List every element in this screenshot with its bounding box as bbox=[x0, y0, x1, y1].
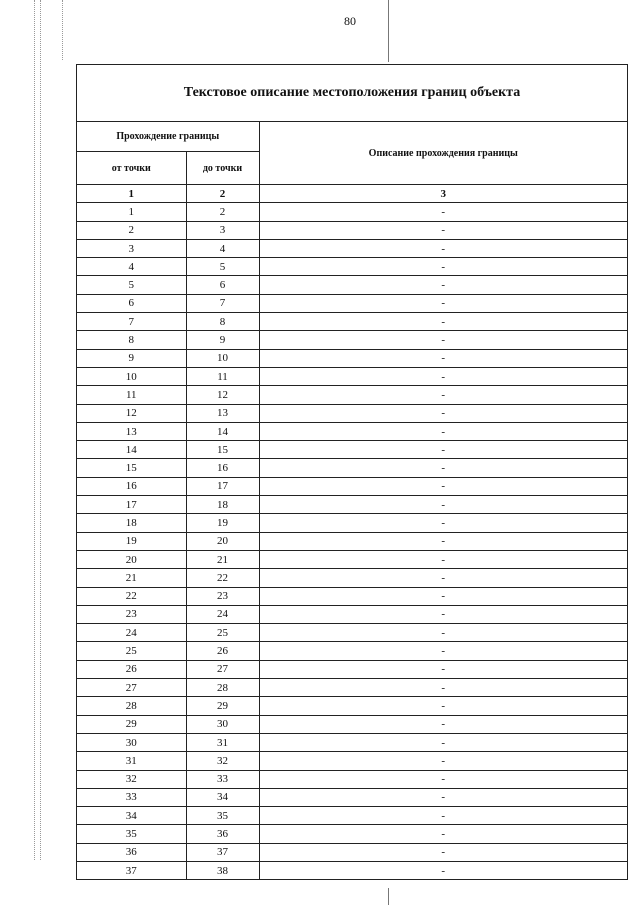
cell-description: - bbox=[259, 550, 627, 568]
table-row bbox=[77, 441, 627, 459]
cell-description: - bbox=[259, 715, 627, 733]
table-row bbox=[77, 825, 627, 843]
cell-description: - bbox=[259, 276, 627, 294]
cell-from-point: 29 bbox=[77, 715, 186, 733]
cell-to-point: 7 bbox=[186, 294, 259, 312]
cell-description: - bbox=[259, 624, 627, 642]
cell-from-point: 37 bbox=[77, 861, 186, 879]
table-row bbox=[77, 843, 627, 861]
document-title: Текстовое описание местоположения границ объекта bbox=[77, 65, 627, 122]
cell-description: - bbox=[259, 843, 627, 861]
cell-to-point: 15 bbox=[186, 441, 259, 459]
table-row bbox=[77, 788, 627, 806]
cell-description: - bbox=[259, 532, 627, 550]
cell-from-point: 8 bbox=[77, 331, 186, 349]
cell-description: - bbox=[259, 258, 627, 276]
table-row bbox=[77, 313, 627, 331]
cell-from-point: 31 bbox=[77, 752, 186, 770]
scan-line-bottom bbox=[388, 888, 389, 905]
table-row bbox=[77, 276, 627, 294]
table-row bbox=[77, 239, 627, 257]
cell-to-point: 8 bbox=[186, 313, 259, 331]
cell-to-point: 18 bbox=[186, 496, 259, 514]
cell-description: - bbox=[259, 807, 627, 825]
cell-from-point: 4 bbox=[77, 258, 186, 276]
cell-from-point: 34 bbox=[77, 807, 186, 825]
cell-to-point: 5 bbox=[186, 258, 259, 276]
table-row bbox=[77, 660, 627, 678]
page-number: 80 bbox=[344, 14, 356, 28]
cell-to-point: 36 bbox=[186, 825, 259, 843]
cell-description: - bbox=[259, 349, 627, 367]
cell-from-point: 26 bbox=[77, 660, 186, 678]
cell-to-point: 20 bbox=[186, 532, 259, 550]
table-row bbox=[77, 752, 627, 770]
cell-from-point: 33 bbox=[77, 788, 186, 806]
cell-from-point: 28 bbox=[77, 697, 186, 715]
cell-from-point: 20 bbox=[77, 550, 186, 568]
cell-to-point: 31 bbox=[186, 733, 259, 751]
table-row bbox=[77, 624, 627, 642]
cell-to-point: 26 bbox=[186, 642, 259, 660]
cell-description: - bbox=[259, 752, 627, 770]
table-row bbox=[77, 459, 627, 477]
binding-line bbox=[40, 0, 41, 860]
cell-to-point: 35 bbox=[186, 807, 259, 825]
cell-from-point: 5 bbox=[77, 276, 186, 294]
cell-to-point: 12 bbox=[186, 386, 259, 404]
cell-description: - bbox=[259, 733, 627, 751]
scan-line-top bbox=[388, 0, 389, 62]
table-row bbox=[77, 550, 627, 568]
cell-from-point: 3 bbox=[77, 239, 186, 257]
cell-description: - bbox=[259, 203, 627, 221]
cell-from-point: 25 bbox=[77, 642, 186, 660]
cell-description: - bbox=[259, 587, 627, 605]
table-row bbox=[77, 404, 627, 422]
table-row bbox=[77, 679, 627, 697]
cell-description: - bbox=[259, 514, 627, 532]
header-from-point: от точки bbox=[77, 152, 186, 185]
cell-to-point: 11 bbox=[186, 367, 259, 385]
cell-description: - bbox=[259, 642, 627, 660]
cell-to-point: 27 bbox=[186, 660, 259, 678]
table-row bbox=[77, 221, 627, 239]
cell-description: - bbox=[259, 861, 627, 879]
header-description: Описание прохождения границы bbox=[259, 122, 627, 185]
cell-description: - bbox=[259, 441, 627, 459]
cell-to-point: 13 bbox=[186, 404, 259, 422]
cell-description: - bbox=[259, 679, 627, 697]
cell-to-point: 17 bbox=[186, 477, 259, 495]
cell-from-point: 35 bbox=[77, 825, 186, 843]
cell-from-point: 11 bbox=[77, 386, 186, 404]
cell-from-point: 18 bbox=[77, 514, 186, 532]
cell-to-point: 21 bbox=[186, 550, 259, 568]
boundary-table bbox=[77, 122, 627, 879]
table-row bbox=[77, 258, 627, 276]
cell-from-point: 13 bbox=[77, 422, 186, 440]
header-to-point: до точки bbox=[186, 152, 259, 185]
cell-from-point: 2 bbox=[77, 221, 186, 239]
cell-from-point: 36 bbox=[77, 843, 186, 861]
cell-from-point: 16 bbox=[77, 477, 186, 495]
cell-to-point: 37 bbox=[186, 843, 259, 861]
cell-description: - bbox=[259, 825, 627, 843]
cell-from-point: 21 bbox=[77, 569, 186, 587]
cell-from-point: 7 bbox=[77, 313, 186, 331]
cell-to-point: 25 bbox=[186, 624, 259, 642]
cell-description: - bbox=[259, 313, 627, 331]
cell-description: - bbox=[259, 477, 627, 495]
table-row bbox=[77, 697, 627, 715]
table-row bbox=[77, 861, 627, 879]
cell-description: - bbox=[259, 294, 627, 312]
table-row bbox=[77, 514, 627, 532]
cell-to-point: 34 bbox=[186, 788, 259, 806]
cell-to-point: 10 bbox=[186, 349, 259, 367]
table-row bbox=[77, 203, 627, 221]
cell-to-point: 22 bbox=[186, 569, 259, 587]
cell-from-point: 24 bbox=[77, 624, 186, 642]
cell-from-point: 15 bbox=[77, 459, 186, 477]
cell-description: - bbox=[259, 422, 627, 440]
table-row bbox=[77, 349, 627, 367]
table-row bbox=[77, 587, 627, 605]
cell-from-point: 22 bbox=[77, 587, 186, 605]
cell-to-point: 24 bbox=[186, 605, 259, 623]
cell-description: - bbox=[259, 788, 627, 806]
binding-line bbox=[34, 0, 35, 860]
table-row bbox=[77, 532, 627, 550]
table-row bbox=[77, 770, 627, 788]
cell-to-point: 16 bbox=[186, 459, 259, 477]
table-row bbox=[77, 294, 627, 312]
cell-from-point: 10 bbox=[77, 367, 186, 385]
table-row bbox=[77, 367, 627, 385]
column-number: 1 bbox=[77, 185, 186, 203]
cell-to-point: 4 bbox=[186, 239, 259, 257]
cell-from-point: 32 bbox=[77, 770, 186, 788]
cell-to-point: 23 bbox=[186, 587, 259, 605]
cell-description: - bbox=[259, 404, 627, 422]
cell-from-point: 1 bbox=[77, 203, 186, 221]
cell-to-point: 9 bbox=[186, 331, 259, 349]
table-row bbox=[77, 807, 627, 825]
column-number: 2 bbox=[186, 185, 259, 203]
cell-description: - bbox=[259, 386, 627, 404]
column-number-row bbox=[77, 185, 627, 203]
cell-description: - bbox=[259, 605, 627, 623]
cell-from-point: 19 bbox=[77, 532, 186, 550]
cell-to-point: 38 bbox=[186, 861, 259, 879]
column-number: 3 bbox=[259, 185, 627, 203]
table-row bbox=[77, 386, 627, 404]
table-row bbox=[77, 715, 627, 733]
table-row bbox=[77, 642, 627, 660]
cell-to-point: 2 bbox=[186, 203, 259, 221]
cell-description: - bbox=[259, 239, 627, 257]
table-row bbox=[77, 496, 627, 514]
cell-from-point: 23 bbox=[77, 605, 186, 623]
cell-to-point: 3 bbox=[186, 221, 259, 239]
cell-to-point: 30 bbox=[186, 715, 259, 733]
cell-description: - bbox=[259, 569, 627, 587]
cell-description: - bbox=[259, 331, 627, 349]
cell-from-point: 30 bbox=[77, 733, 186, 751]
cell-description: - bbox=[259, 367, 627, 385]
cell-from-point: 6 bbox=[77, 294, 186, 312]
cell-description: - bbox=[259, 459, 627, 477]
cell-description: - bbox=[259, 697, 627, 715]
cell-to-point: 14 bbox=[186, 422, 259, 440]
cell-description: - bbox=[259, 770, 627, 788]
header-boundary-passage: Прохождение границы bbox=[77, 122, 259, 152]
table-row bbox=[77, 733, 627, 751]
cell-to-point: 28 bbox=[186, 679, 259, 697]
table-row bbox=[77, 422, 627, 440]
cell-from-point: 9 bbox=[77, 349, 186, 367]
cell-to-point: 33 bbox=[186, 770, 259, 788]
table-row bbox=[77, 605, 627, 623]
cell-from-point: 17 bbox=[77, 496, 186, 514]
cell-description: - bbox=[259, 221, 627, 239]
cell-to-point: 19 bbox=[186, 514, 259, 532]
cell-from-point: 27 bbox=[77, 679, 186, 697]
cell-from-point: 12 bbox=[77, 404, 186, 422]
cell-to-point: 32 bbox=[186, 752, 259, 770]
cell-description: - bbox=[259, 496, 627, 514]
cell-description: - bbox=[259, 660, 627, 678]
table-row bbox=[77, 331, 627, 349]
boundary-description-sheet bbox=[76, 64, 628, 880]
cell-to-point: 6 bbox=[186, 276, 259, 294]
cell-from-point: 14 bbox=[77, 441, 186, 459]
binding-line bbox=[62, 0, 63, 60]
cell-to-point: 29 bbox=[186, 697, 259, 715]
table-row bbox=[77, 477, 627, 495]
table-row bbox=[77, 569, 627, 587]
